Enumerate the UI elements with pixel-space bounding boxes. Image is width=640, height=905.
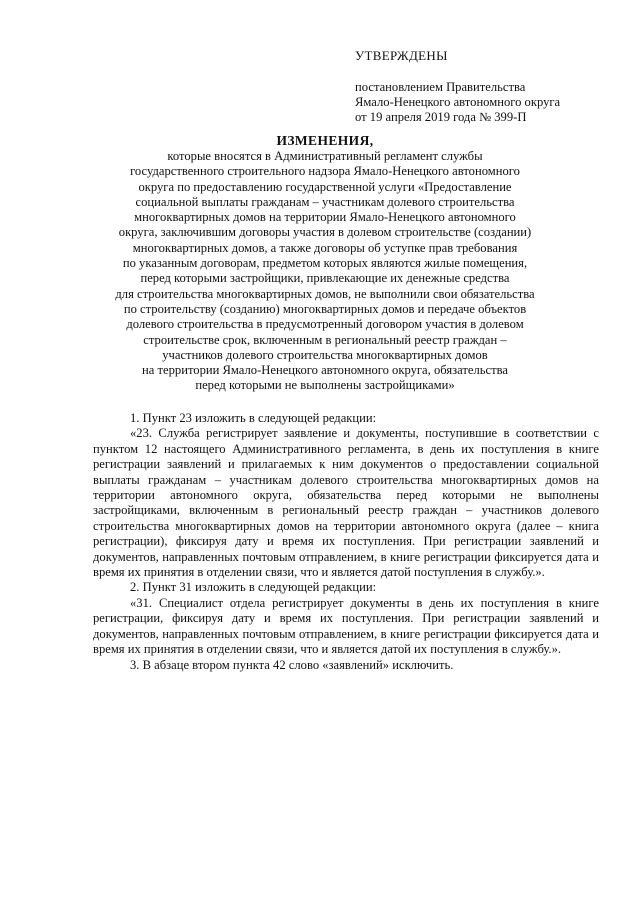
approval-heading: УТВЕРЖДЕНЫ [355,48,448,63]
title-line: социальной выплаты гражданам – участникам долевого строительства [135,194,515,209]
paragraph-point-23-text: «23. Служба регистрирует заявление и документы, поступившие в соответствии с пунктом 12 настоящего Административного регламента, в день их поступления в книге регистрации заявлений и прилагаемых к ним документов о предоставлении социальной выплаты гражданам – участникам долевого строительства многоквартирных домов на территории автономного округа, обязательства перед которыми не выполнены застройщиками, включенным в региональный реестр граждан – участников долевого строительства многоквартирных домов на территории автономного округа (далее – книга регистрации), фиксируя дату и время их поступления. При регистрации заявлений и документов, направленных почтовым отправлением, в книге регистрации фиксируется дата и время их принятия в отделении связи, что и является датой поступления в службу.». [93,426,599,580]
title-line: для строительства многоквартирных домов, не выполнили свои обязательства [115,286,535,301]
title-line: по указанным договорам, предметом которых являются жилые помещения, [122,256,528,271]
paragraph-item-1: 1. Пункт 23 изложить в следующей редакции: [130,411,377,425]
approval-block [355,48,625,125]
title-line: округа, заключившим договоры участия в долевом строительстве (создании) [118,225,532,240]
title-line: на территории Ямало-Ненецкого автономного округа, обязательства [142,363,508,378]
title-line: по строительству (созданию) многоквартирных домов и передаче объектов [123,301,527,316]
document-body [93,411,599,673]
approval-line: постановлением Правительства [355,80,526,94]
paragraph-item-3: 3. В абзаце втором пункта 42 слово «заявлений» исключить. [130,657,454,672]
title-line: которые вносятся в Административный регламент службы [167,149,483,163]
title-line: многоквартирных домов на территории Ямало-Ненецкого автономного [134,210,516,225]
document-title [60,132,590,394]
paragraph-item-2: 2. Пункт 31 изложить в следующей редакции: [130,580,377,595]
title-line: участников долевого строительства многоквартирных домов [162,347,488,362]
title-line: перед которыми не выполнены застройщиками» [195,378,455,393]
paragraph-point-31-text: «31. Специалист отдела регистрирует документы в день их поступления в книге регистрации, фиксируя дату и время их поступления. При регистрации заявлений и документов, направленных почтовым отправлением, в книге регистрации фиксируется дата и время их принятия в отделении связи, что и является датой их поступления в службу.». [93,595,599,657]
approval-line: от 19 апреля 2019 года № 399-П [355,110,527,124]
title-heading: ИЗМЕНЕНИЯ, [276,133,374,148]
title-line: долевого строительства в предусмотренный договором участия в долевом [126,317,524,332]
approval-line: Ямало-Ненецкого автономного округа [355,95,561,109]
title-line: государственного строительного надзора Ямало-Ненецкого автономного [130,164,520,179]
title-line: строительстве срок, включенным в региональный реестр граждан – [143,332,507,347]
title-line: округа по предоставлению государственной услуги «Предоставление [138,179,512,194]
title-line: многоквартирных домов, а также договоры об уступке прав требования [132,240,518,255]
title-line: перед которыми застройщики, привлекающие их денежные средства [140,271,510,286]
